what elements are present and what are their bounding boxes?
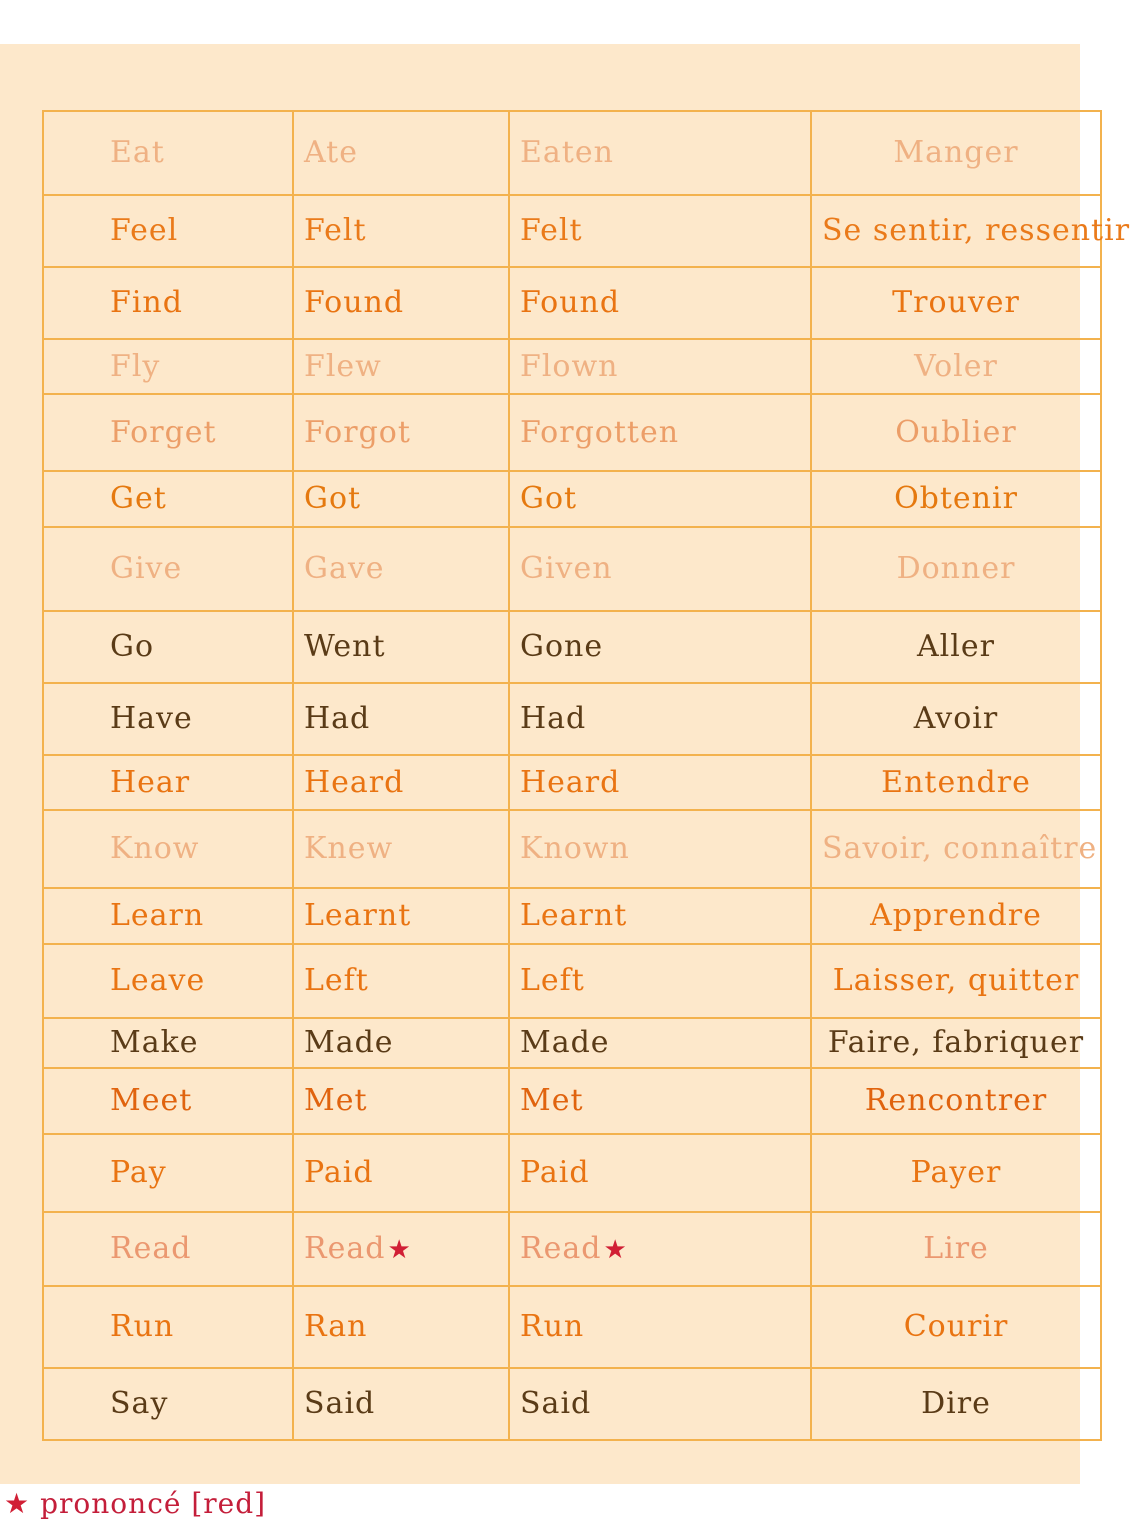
cell-past-simple: Paid	[293, 1134, 509, 1212]
cell-past-participle: Run	[509, 1286, 811, 1368]
cell-french-translation: Apprendre	[811, 888, 1101, 944]
cell-past-simple: Read★	[293, 1212, 509, 1286]
cell-base-form: Meet	[43, 1068, 293, 1134]
cell-base-form: Go	[43, 611, 293, 683]
cell-base-form: Get	[43, 471, 293, 527]
cell-base-form: Eat	[43, 111, 293, 195]
red-star-icon: ★	[387, 1235, 412, 1265]
cell-base-form: Forget	[43, 394, 293, 471]
cell-french-translation: Payer	[811, 1134, 1101, 1212]
cell-past-participle: Found	[509, 267, 811, 339]
cell-past-participle: Given	[509, 527, 811, 611]
cell-french-translation: Savoir, connaître	[811, 810, 1101, 888]
cell-base-form: Say	[43, 1368, 293, 1440]
table-row	[43, 611, 1101, 683]
cell-past-simple: Forgot	[293, 394, 509, 471]
table-row	[43, 1212, 1101, 1286]
cell-base-form: Hear	[43, 755, 293, 810]
cell-base-form: Give	[43, 527, 293, 611]
cell-french-translation: Courir	[811, 1286, 1101, 1368]
cell-past-participle: Learnt	[509, 888, 811, 944]
cell-past-simple: Ran	[293, 1286, 509, 1368]
table-row	[43, 195, 1101, 267]
cell-base-form: Know	[43, 810, 293, 888]
cell-french-translation: Lire	[811, 1212, 1101, 1286]
cell-past-participle: Got	[509, 471, 811, 527]
table-row	[43, 394, 1101, 471]
cell-base-form: Make	[43, 1018, 293, 1068]
table-row	[43, 1368, 1101, 1440]
cell-base-form: Run	[43, 1286, 293, 1368]
cell-french-translation: Dire	[811, 1368, 1101, 1440]
red-star-icon: ★	[603, 1235, 628, 1265]
cell-past-simple: Gave	[293, 527, 509, 611]
table-row	[43, 527, 1101, 611]
red-star-icon: ★	[4, 1487, 31, 1520]
cell-french-translation: Laisser, quitter	[811, 944, 1101, 1018]
cell-past-participle: Forgotten	[509, 394, 811, 471]
cell-past-participle: Heard	[509, 755, 811, 810]
cell-base-form: Find	[43, 267, 293, 339]
cell-past-simple: Had	[293, 683, 509, 755]
cell-french-translation: Aller	[811, 611, 1101, 683]
cell-past-simple: Knew	[293, 810, 509, 888]
cell-past-simple: Left	[293, 944, 509, 1018]
cell-past-simple: Learnt	[293, 888, 509, 944]
table-row	[43, 1018, 1101, 1068]
cell-base-form: Leave	[43, 944, 293, 1018]
cell-french-translation: Trouver	[811, 267, 1101, 339]
table-row	[43, 1286, 1101, 1368]
cell-past-participle: Known	[509, 810, 811, 888]
cell-french-translation: Se sentir, ressentir	[811, 195, 1101, 267]
cell-french-translation: Faire, fabriquer	[811, 1018, 1101, 1068]
table-row	[43, 944, 1101, 1018]
cell-past-participle: Paid	[509, 1134, 811, 1212]
cell-base-form: Feel	[43, 195, 293, 267]
cell-french-translation: Voler	[811, 339, 1101, 394]
cell-past-participle: Felt	[509, 195, 811, 267]
table-row	[43, 1068, 1101, 1134]
cell-past-simple: Went	[293, 611, 509, 683]
table-row	[43, 810, 1101, 888]
table-row	[43, 888, 1101, 944]
cell-french-translation: Obtenir	[811, 471, 1101, 527]
table-row	[43, 1134, 1101, 1212]
cell-french-translation: Manger	[811, 111, 1101, 195]
cell-french-translation: Oublier	[811, 394, 1101, 471]
cell-base-form: Read	[43, 1212, 293, 1286]
irregular-verbs-table	[42, 110, 1130, 1441]
cell-past-simple: Met	[293, 1068, 509, 1134]
cell-french-translation: Rencontrer	[811, 1068, 1101, 1134]
pronunciation-legend	[4, 1487, 267, 1520]
cell-base-form: Learn	[43, 888, 293, 944]
cell-past-participle: Flown	[509, 339, 811, 394]
cell-past-simple: Felt	[293, 195, 509, 267]
cell-past-participle: Met	[509, 1068, 811, 1134]
cell-base-form: Pay	[43, 1134, 293, 1212]
cell-past-simple: Found	[293, 267, 509, 339]
cell-past-participle: Said	[509, 1368, 811, 1440]
cell-base-form: Fly	[43, 339, 293, 394]
worksheet-page	[0, 44, 1130, 1520]
cell-past-participle: Gone	[509, 611, 811, 683]
cell-french-translation: Avoir	[811, 683, 1101, 755]
cell-past-participle: Eaten	[509, 111, 811, 195]
table-row	[43, 471, 1101, 527]
cell-past-participle: Read★	[509, 1212, 811, 1286]
cell-past-simple: Flew	[293, 339, 509, 394]
table-row	[43, 339, 1101, 394]
cell-past-simple: Heard	[293, 755, 509, 810]
cell-past-simple: Got	[293, 471, 509, 527]
cell-base-form: Have	[43, 683, 293, 755]
cell-past-simple: Made	[293, 1018, 509, 1068]
legend-text: prononcé [red]	[40, 1487, 267, 1520]
table-row	[43, 755, 1101, 810]
cell-french-translation: Entendre	[811, 755, 1101, 810]
cell-past-simple: Said	[293, 1368, 509, 1440]
table-row	[43, 111, 1101, 195]
table-row	[43, 267, 1101, 339]
cell-past-simple: Ate	[293, 111, 509, 195]
table-row	[43, 683, 1101, 755]
cell-past-participle: Left	[509, 944, 811, 1018]
cell-french-translation: Donner	[811, 527, 1101, 611]
cell-past-participle: Made	[509, 1018, 811, 1068]
cell-past-participle: Had	[509, 683, 811, 755]
